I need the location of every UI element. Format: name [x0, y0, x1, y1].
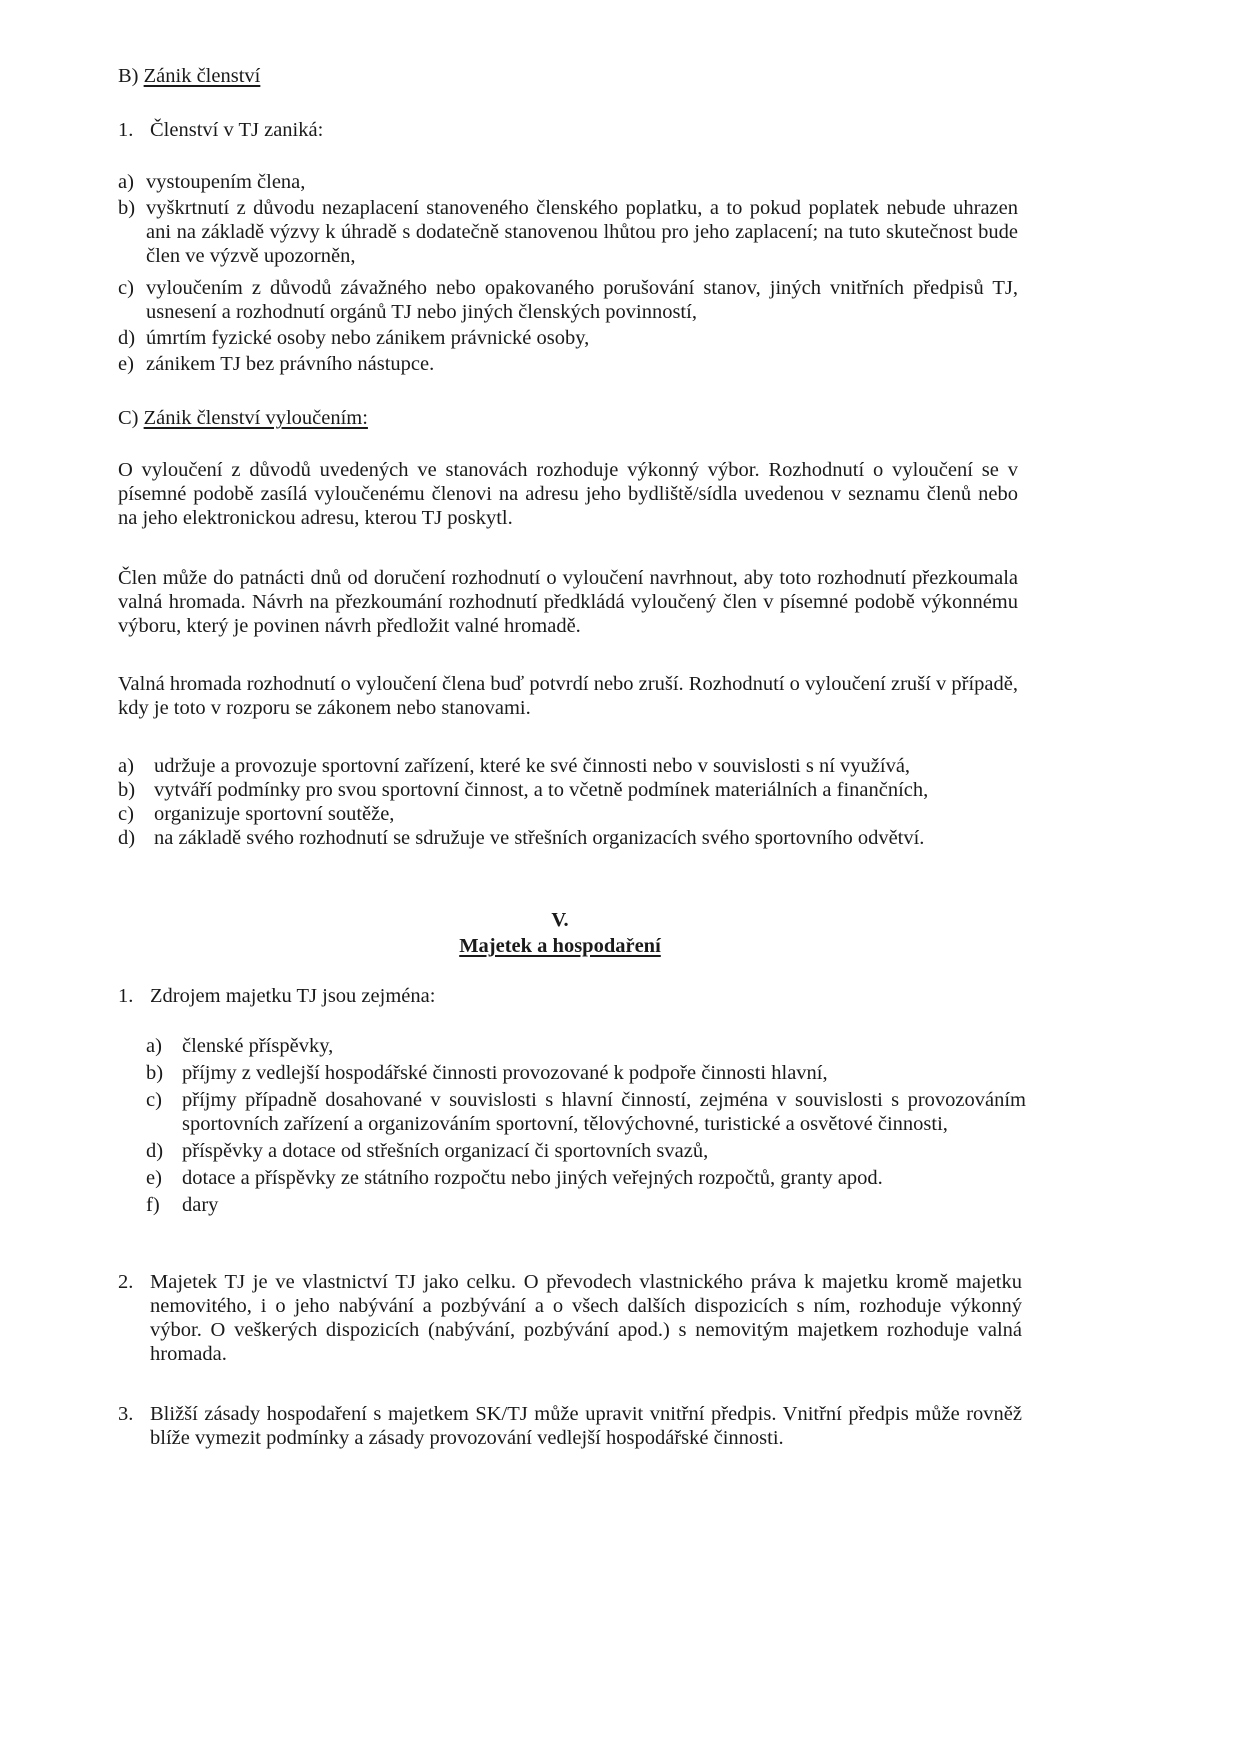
list-item: [118, 826, 1018, 850]
list-item-text: udržuje a provozuje sportovní zařízení, které ke své činnosti nebo v souvislosti s ní využívá,: [154, 755, 911, 777]
list-item-text: dary: [182, 1194, 219, 1216]
list-item: [118, 276, 1018, 324]
list-item-text: vyškrtnutí z důvodu nezaplacení stanoveného členského poplatku, a to pokud poplatek nebude uhrazen ani na základě výzvy k úhradě s dodatečně stanovenou lhůtou pro jeho zaplacení; na tuto skutečnost bude člen ve výzvě upozorněn,: [146, 197, 1018, 267]
point-text: Členství v TJ zaniká:: [150, 119, 324, 141]
section-v-point-1: [118, 984, 435, 1008]
point-text: Zdrojem majetku TJ jsou zejména:: [150, 985, 436, 1007]
point-text: Majetek TJ je ve vlastnictví TJ jako celku. O převodech vlastnického práva k majetku kromě majetku nemovitého, i o jeho nabývání a pozbývání a o všech dalších dispozicích s ním, rozhoduje výkonný výbor. O veškerých dispozicích (nabývání, pozbývání apod.) s nemovitým majetkem rozhoduje valná hromada.: [150, 1271, 1022, 1365]
list-marker: f): [146, 1194, 160, 1216]
list-item-text: vytváří podmínky pro svou sportovní činnost, a to včetně podmínek materiálních a finančních,: [154, 779, 929, 801]
list-marker: a): [118, 755, 134, 777]
list-item: [146, 1034, 1026, 1058]
section-v-point-3: [118, 1402, 1022, 1450]
list-item-text: organizuje sportovní soutěže,: [154, 803, 395, 825]
point-text: Bližší zásady hospodaření s majetkem SK/TJ může upravit vnitřní předpis. Vnitřní předpis může rovněž blíže vymezit podmínky a zásady provozování vedlejší hospodářské činnosti.: [150, 1403, 1022, 1449]
list-marker: a): [146, 1035, 162, 1057]
list-item: [118, 196, 1018, 268]
section-c-list: [118, 754, 1018, 850]
section-c-paragraph: O vyloučení z důvodů uvedených ve stanovách rozhoduje výkonný výbor. Rozhodnutí o vyloučení se v písemné podobě zasílá vyloučenému členovi na adresu jeho bydliště/sídla uvedenou v seznamu členů nebo na jeho elektronickou adresu, kterou TJ poskytl.: [118, 459, 1018, 529]
list-item-text: dotace a příspěvky ze státního rozpočtu nebo jiných veřejných rozpočtů, granty apod.: [182, 1167, 883, 1189]
section-v-point-2: [118, 1270, 1022, 1366]
list-item: [146, 1139, 1026, 1163]
list-marker: d): [118, 327, 136, 349]
section-b-point: [118, 118, 323, 142]
list-marker: c): [146, 1089, 162, 1111]
point-number: 3.: [118, 1403, 134, 1425]
list-marker: c): [118, 803, 134, 825]
list-item-text: vystoupením člena,: [146, 171, 306, 193]
list-marker: b): [146, 1062, 164, 1084]
list-item: [146, 1088, 1026, 1136]
list-marker: c): [118, 277, 134, 299]
list-item: [118, 802, 1018, 826]
list-item-text: členské příspěvky,: [182, 1035, 334, 1057]
section-v-title: Majetek a hospodaření: [459, 935, 661, 957]
list-marker: a): [118, 171, 134, 193]
section-v-numeral: V.: [551, 909, 569, 931]
list-item-text: na základě svého rozhodnutí se sdružuje ve střešních organizacích svého sportovního odvětví.: [154, 827, 925, 849]
list-item: [146, 1061, 1026, 1085]
section-c-paragraph: Valná hromada rozhodnutí o vyloučení člena buď potvrdí nebo zruší. Rozhodnutí o vyloučení zruší v případě, kdy je toto v rozporu se zákonem nebo stanovami.: [118, 673, 1018, 719]
point-number: 1.: [118, 119, 134, 141]
list-marker: b): [118, 779, 136, 801]
point-number: 2.: [118, 1271, 134, 1293]
section-c-heading: C) Zánik členství vyloučením:: [118, 407, 368, 429]
section-b-heading: B) Zánik členství: [118, 65, 261, 87]
section-b-list: [118, 170, 1018, 376]
list-item-text: příjmy z vedlejší hospodářské činnosti provozované k podpoře činnosti hlavní,: [182, 1062, 828, 1084]
list-marker: d): [146, 1140, 164, 1162]
list-item: [146, 1193, 1026, 1217]
list-item: [118, 170, 1018, 194]
list-item: [118, 754, 1018, 778]
list-item: [118, 326, 1018, 350]
point-number: 1.: [118, 985, 134, 1007]
list-marker: e): [118, 353, 134, 375]
list-item: [118, 352, 1018, 376]
list-item-text: úmrtím fyzické osoby nebo zánikem právnické osoby,: [146, 327, 590, 349]
list-item: [146, 1166, 1026, 1190]
list-marker: b): [118, 197, 136, 219]
list-marker: d): [118, 827, 136, 849]
list-marker: e): [146, 1167, 162, 1189]
section-v-list: [146, 1034, 1026, 1217]
list-item-text: příspěvky a dotace od střešních organizací či sportovních svazů,: [182, 1140, 709, 1162]
list-item-text: zánikem TJ bez právního nástupce.: [146, 353, 435, 375]
list-item-text: příjmy případně dosahované v souvislosti s hlavní činností, zejména v souvislosti s provozováním sportovních zařízení a organizováním sportovní, tělovýchovné, turistické a osvětové činnosti,: [182, 1089, 1026, 1135]
list-item: [118, 778, 1018, 802]
list-item-text: vyloučením z důvodů závažného nebo opakovaného porušování stanov, jiných vnitřních předpisů TJ, usnesení a rozhodnutí orgánů TJ nebo jiných členských povinností,: [146, 277, 1018, 323]
section-c-paragraph: Člen může do patnácti dnů od doručení rozhodnutí o vyloučení navrhnout, aby toto rozhodnutí přezkoumala valná hromada. Návrh na přezkoumání rozhodnutí předkládá vyloučený člen v písemné podobě výkonnému výboru, který je povinen návrh předložit valné hromadě.: [118, 567, 1018, 637]
